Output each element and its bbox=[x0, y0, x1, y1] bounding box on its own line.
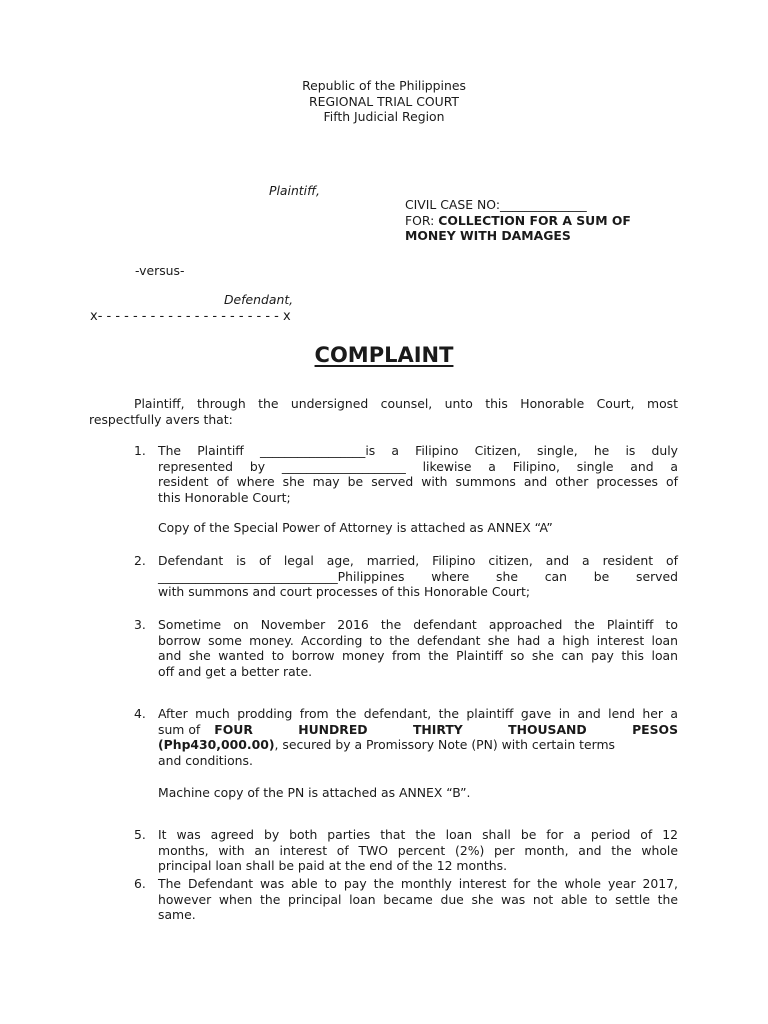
item-text bbox=[158, 876, 678, 923]
item-line: Defendant is of legal age, married, Filipino citizen, and a resident of bbox=[158, 553, 678, 568]
defendant-label: Defendant, bbox=[224, 292, 294, 307]
versus-label: -versus- bbox=[135, 263, 185, 278]
item-line: The Defendant was able to pay the monthly interest for the whole year 2017, bbox=[158, 876, 678, 891]
annex-note: Machine copy of the PN is attached as ANNEX “B”. bbox=[158, 785, 471, 801]
caption-separator: x- - - - - - - - - - - - - - - - - - - - - x bbox=[90, 309, 291, 324]
court-header bbox=[0, 78, 768, 125]
item-number: 1. bbox=[134, 443, 146, 458]
item-line: resident of where she may be served with summons and other processes of bbox=[158, 474, 678, 490]
item-line-amount bbox=[158, 722, 678, 738]
item-line: and she wanted to borrow money from the Plaintiff so she can pay this loan bbox=[158, 648, 678, 664]
intro-line-2: respectfully avers that: bbox=[89, 411, 233, 427]
item-line: The Plaintiff _________________is a Filipino Citizen, single, he is duly bbox=[158, 443, 678, 458]
amount-in-words: FOUR HUNDRED THIRTY THOUSAND PESOS bbox=[214, 721, 678, 737]
item-line: off and get a better rate. bbox=[158, 663, 313, 679]
sum-of-text: sum of bbox=[158, 721, 201, 737]
item-number: 3. bbox=[134, 617, 146, 632]
plaintiff-label: Plaintiff, bbox=[269, 183, 320, 198]
document-title: COMPLAINT bbox=[314, 343, 454, 367]
item-text bbox=[158, 443, 678, 536]
civil-case-number: CIVIL CASE NO:______________ bbox=[405, 197, 587, 212]
item-text bbox=[158, 553, 678, 600]
header-court: REGIONAL TRIAL COURT bbox=[309, 93, 459, 109]
item-line: Sometime on November 2016 the defendant approached the Plaintiff to bbox=[158, 617, 678, 632]
item-line: principal loan shall be paid at the end of the 12 months. bbox=[158, 858, 508, 874]
case-info bbox=[405, 197, 631, 244]
item-line: represented by ____________________ likewise a Filipino, single and a bbox=[158, 458, 678, 474]
item-number: 2. bbox=[134, 553, 146, 568]
item-text bbox=[158, 617, 678, 679]
annex-note: Copy of the Special Power of Attorney is attached as ANNEX “A” bbox=[158, 520, 553, 536]
item-line-amount-figures bbox=[158, 737, 678, 753]
item-number: 5. bbox=[134, 827, 146, 842]
header-republic: Republic of the Philippines bbox=[302, 78, 466, 93]
item-line: however when the principal loan became due she was not able to settle the bbox=[158, 891, 678, 907]
case-for-line bbox=[405, 213, 631, 229]
item-number: 4. bbox=[134, 706, 146, 721]
item-text bbox=[158, 827, 678, 874]
case-title-line1: COLLECTION FOR A SUM OF bbox=[438, 212, 631, 228]
item-line: months, with an interest of TWO percent (2%) per month, and the whole bbox=[158, 842, 678, 858]
item-line: and conditions. bbox=[158, 752, 253, 768]
case-for-label: FOR: bbox=[405, 212, 439, 228]
item-line: borrow some money. According to the defendant she had a high interest loan bbox=[158, 632, 678, 648]
item-text bbox=[158, 706, 678, 801]
item-line: After much prodding from the defendant, the plaintiff gave in and lend her a bbox=[158, 706, 678, 721]
item-line: It was agreed by both parties that the loan shall be for a period of 12 bbox=[158, 827, 678, 842]
promissory-note-text: , secured by a Promissory Note (PN) with certain terms bbox=[274, 737, 615, 753]
intro-line-1: Plaintiff, through the undersigned counsel, unto this Honorable Court, most bbox=[134, 396, 678, 411]
item-line: this Honorable Court; bbox=[158, 489, 291, 505]
amount-in-figures: (Php430,000.00) bbox=[158, 737, 275, 753]
header-region: Fifth Judicial Region bbox=[323, 109, 445, 125]
case-title-line2: MONEY WITH DAMAGES bbox=[405, 228, 571, 244]
item-line: with summons and court processes of this Honorable Court; bbox=[158, 584, 531, 600]
intro-paragraph bbox=[89, 396, 678, 427]
item-line: same. bbox=[158, 907, 196, 923]
item-line: _____________________________Philippines where she can be served bbox=[158, 568, 678, 584]
item-number: 6. bbox=[134, 876, 146, 891]
